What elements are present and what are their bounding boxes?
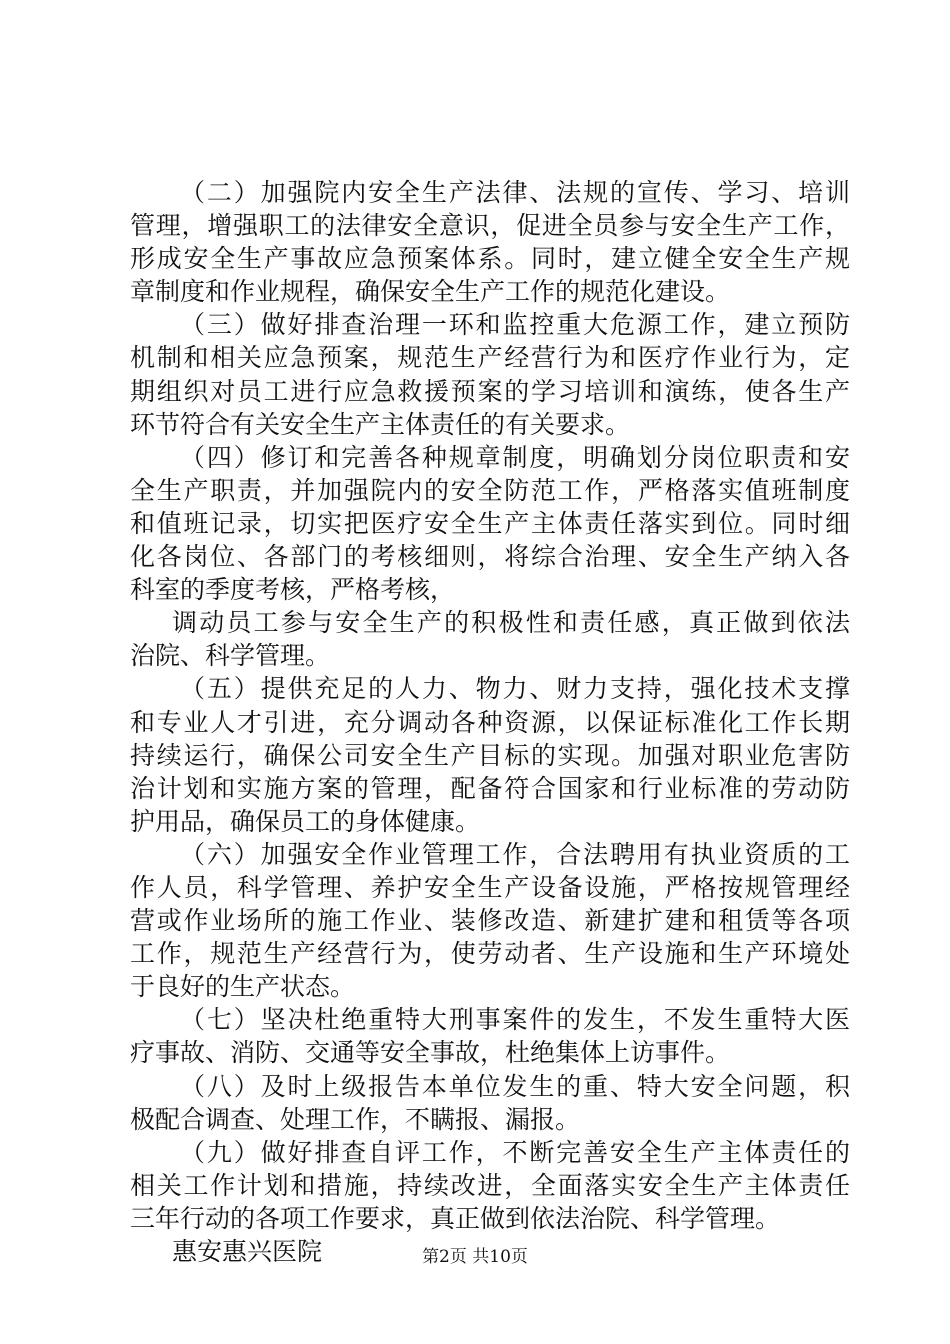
paragraph-6-line-4: 工作，规范生产经营行为，使劳动者、生产设施和生产环境处 [130,939,850,969]
paragraph-3-line-3: 期组织对员工进行应急救援预案的学习培训和演练，使各生产 [130,376,850,406]
paragraph-8-line-2: 极配合调查、处理工作，不瞒报、漏报。 [130,1104,581,1134]
paragraph-4b-line-2: 治院、科学管理。 [130,641,331,671]
paragraph-9-line-2: 相关工作计划和措施，持续改进，全面落实安全生产主体责任 [130,1170,850,1200]
paragraph-5-line-4: 治计划和实施方案的管理，配备符合国家和行业标准的劳动防 [130,773,850,803]
paragraph-4-line-5: 科室的季度考核，严格考核， [130,575,456,605]
paragraph-2-line-3: 形成安全生产事故应急预案体系。同时，建立健全安全生产规 [130,244,850,274]
page-number-footer: 第2页 共10页 [422,1247,528,1267]
paragraph-9-line-1: （九）做好排查自评工作，不断完善安全生产主体责任的 [180,1137,850,1167]
document-body [130,176,850,1268]
paragraph-7-line-2: 疗事故、消防、交通等安全事故，杜绝集体上访事件。 [130,1038,731,1068]
paragraph-3-line-4: 环节符合有关安全生产主体责任的有关要求。 [130,409,631,439]
paragraph-5-line-1: （五）提供充足的人力、物力、财力支持，强化技术支撑 [180,674,850,704]
paragraph-3-line-1: （三）做好排查治理一环和监控重大危源工作，建立预防 [180,310,850,340]
paragraph-2-line-2: 管理，增强职工的法律安全意识，促进全员参与安全生产工作， [130,211,850,241]
paragraph-2-line-4: 章制度和作业规程，确保安全生产工作的规范化建设。 [130,277,731,307]
paragraph-5-line-5: 护用品，确保员工的身体健康。 [130,806,481,836]
paragraph-6-line-2: 作人员，科学管理、养护安全生产设备设施，严格按规管理经 [130,872,850,902]
paragraph-7-line-1: （七）坚决杜绝重特大刑事案件的发生，不发生重特大医 [180,1005,850,1035]
paragraph-5-line-2: 和专业人才引进，充分调动各种资源，以保证标准化工作长期 [130,707,850,737]
paragraph-9-line-3: 三年行动的各项工作要求，真正做到依法治院、科学管理。 [130,1203,781,1233]
paragraph-6-line-1: （六）加强安全作业管理工作，合法聘用有执业资质的工 [180,839,850,869]
paragraph-4-line-2: 全生产职责，并加强院内的安全防范工作，严格落实值班制度 [130,475,850,505]
paragraph-8-line-1: （八）及时上级报告本单位发生的重、特大安全问题，积 [180,1071,850,1101]
paragraph-4-line-1: （四）修订和完善各种规章制度，明确划分岗位职责和安 [180,442,850,472]
paragraph-4b-line-1: 调动员工参与安全生产的积极性和责任感，真正做到依法 [172,608,850,638]
paragraph-5-line-3: 持续运行，确保公司安全生产目标的实现。加强对职业危害防 [130,740,850,770]
paragraph-4-line-3: 和值班记录，切实把医疗安全生产主体责任落实到位。同时细 [130,508,850,538]
paragraph-4-line-4: 化各岗位、各部门的考核细则，将综合治理、安全生产纳入各 [130,542,850,572]
paragraph-2-line-1: （二）加强院内安全生产法律、法规的宣传、学习、培训 [180,178,850,207]
paragraph-6-line-5: 于良好的生产状态。 [130,972,356,1002]
paragraph-6-line-3: 营或作业场所的施工作业、装修改造、新建扩建和租赁等各项 [130,906,850,936]
signature-organization: 惠安惠兴医院 [172,1237,323,1266]
paragraph-3-line-2: 机制和相关应急预案，规范生产经营行为和医疗作业行为，定 [130,343,850,373]
